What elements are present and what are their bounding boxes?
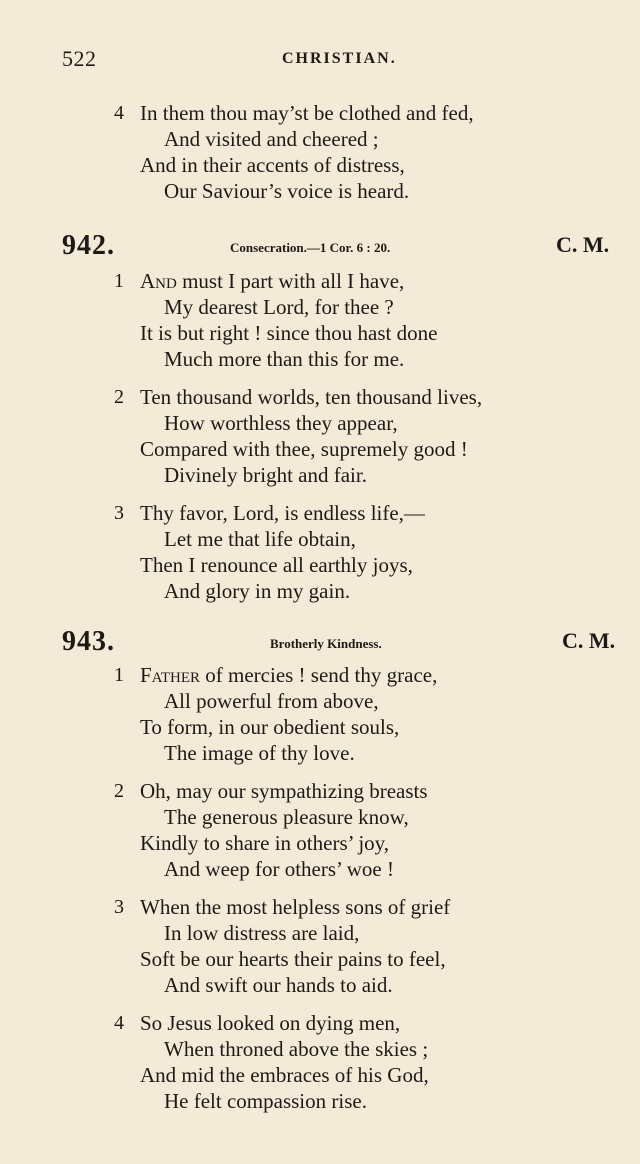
verse-line: When throned above the skies ; [164,1037,429,1061]
verse-line: Divinely bright and fair. [164,463,367,487]
hymn-meter: C. M. [562,628,616,653]
stanza-number: 1 [114,270,124,292]
verse-line: Much more than this for me. [164,347,405,371]
verse-line: Thy favor, Lord, is endless life,— [140,501,425,525]
verse-line: Our Saviour’s voice is heard. [164,179,410,203]
hymn-title: Brotherly Kindness. [270,636,382,651]
verse-line: To form, in our obedient souls, [140,715,400,739]
verse-line: The image of thy love. [164,741,355,765]
verse-line: So Jesus looked on dying men, [140,1011,401,1035]
stanza-number: 2 [114,780,124,802]
hymn-number: 943. [62,626,115,657]
verse-line: When the most helpless sons of grief [140,895,451,919]
page-number: 522 [62,46,97,71]
running-head: CHRISTIAN. [282,50,397,67]
first-line-rest: must I part with all I have, [176,269,405,293]
verse-line: And weep for others’ woe ! [164,857,394,881]
first-word: Father [140,663,201,687]
hymn-number: 942. [62,230,115,261]
hymn-meter: C. M. [556,232,610,257]
verse-line: And mid the embraces of his God, [140,1063,429,1087]
verse-line: My dearest Lord, for thee ? [164,295,394,319]
verse-line: And visited and cheered ; [164,127,379,151]
stanza-number: 4 [114,102,124,124]
stanza-number: 4 [114,1012,124,1034]
first-line-rest: of mercies ! send thy grace, [200,663,438,687]
verse-line: How worthless they appear, [164,411,398,435]
verse-line: Oh, may our sympathizing breasts [140,779,428,803]
verse-line: Ten thousand worlds, ten thousand lives, [140,385,483,409]
verse-line: The generous pleasure know, [164,805,409,829]
stanza-number: 3 [114,502,124,524]
verse-line: Soft be our hearts their pains to feel, [140,947,446,971]
stanza-number: 1 [114,664,124,686]
verse-line: Let me that life obtain, [164,527,356,551]
hymn-header [0,230,640,264]
verse-line: And in their accents of distress, [140,153,405,177]
page-header [62,46,582,76]
verse-line: And swift our hands to aid. [164,973,393,997]
hymn-title: Consecration.—1 Cor. 6 : 20. [230,240,391,255]
verse-line: In low distress are laid, [164,921,360,945]
verse-line [140,662,437,688]
verse-line: Kindly to share in others’ joy, [140,831,390,855]
verse-line [140,268,404,294]
verse-line: Then I renounce all earthly joys, [140,553,413,577]
stanza-number: 3 [114,896,124,918]
verse-line: Compared with thee, supremely good ! [140,437,468,461]
stanza-number: 2 [114,386,124,408]
verse-line: In them thou may’st be clothed and fed, [140,101,474,125]
verse-line: All powerful from above, [164,689,379,713]
hymn-header [0,626,640,660]
verse-line: And glory in my gain. [164,579,351,603]
first-word: And [140,269,177,293]
verse-line: It is but right ! since thou hast done [140,321,438,345]
verse-line: He felt compassion rise. [164,1089,367,1113]
